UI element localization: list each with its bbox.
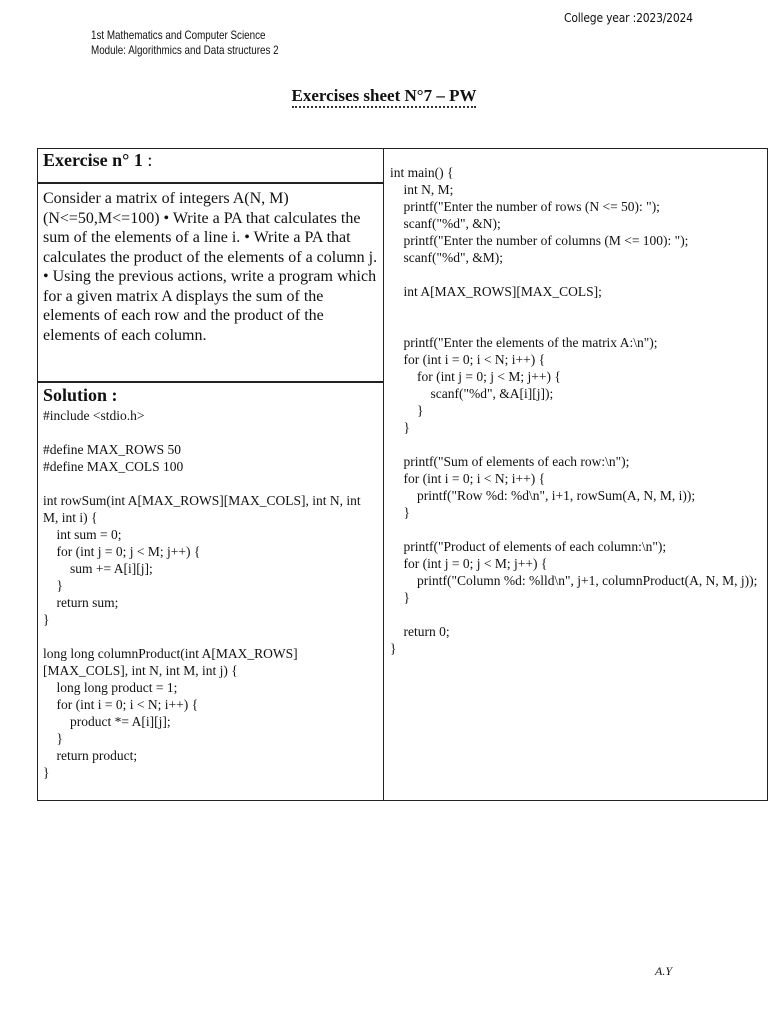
solution-code-functions: #include <stdio.h> #define MAX_ROWS 50 #define MAX_COLS 100 int rowSum(int A[MAX_ROWS][MAX_COLS], int N, int M, int i) { int sum = 0; for (int j = 0; j < M; j++) { sum += A[i][j]; } return sum; } long long columnProduct(int A[MAX_ROWS][MAX_COLS], int N, int M, int j) { long long product = 1; for (int i = 0; i < N; i++) { product *= A[i][j]; } return product; } xyxy=(43,408,361,780)
exercise-statement-p2: • Using the previous actions, write a program which for a given matrix A displays the sum of the elements of each row and the product of the elements of each column. xyxy=(43,268,377,344)
exercise-statement-p1: Consider a matrix of integers A(N, M) (N<=50,M<=100) • Write a PA that calculates the sum of the elements of a line i. • Write a PA that calculates the product of the elements of a column j. xyxy=(43,190,378,266)
solution-code-main: int main() { int N, M; printf("Enter the number of rows (N <= 50): "); scanf("%d", &N); printf("Enter the number of columns (M <= 100): "); scanf("%d", &M); int A[MAX_ROWS][MAX_COLS]; printf("Enter the elements of the matrix A:\n"); for (int i = 0; i < N; i++) { for (int j = 0; j < M; j++) { scanf("%d", &A[i][j]); } } printf("Sum of elements of each row:\n"); for (int i = 0; i < N; i++) { printf("Row %d: %d\n", i+1, rowSum(A, N, M, i)); } printf("Product of elements of each column:\n"); for (int j = 0; j < M; j++) { printf("Column %d: %lld\n", j+1, columnProduct(A, N, M, j)); } return 0; } xyxy=(390,165,758,656)
row-divider-2 xyxy=(37,381,383,383)
row-divider-1 xyxy=(37,182,383,184)
module-name: Module: Algorithmics and Data structures 2 xyxy=(91,43,279,57)
exercise-statement xyxy=(43,189,379,345)
exercise-heading-label: Exercise n° 1 xyxy=(43,150,143,170)
program-name: 1st Mathematics and Computer Science xyxy=(91,28,266,42)
column-divider xyxy=(383,148,384,801)
college-year: College year :2023/2024 xyxy=(564,11,693,25)
solution-heading: Solution : xyxy=(43,385,118,405)
author-signature: A.Y xyxy=(655,964,673,978)
exercise-heading xyxy=(43,150,152,171)
sheet-title-text: Exercises sheet N°7 – PW xyxy=(292,86,477,108)
exercise-heading-colon: : xyxy=(142,150,153,170)
sheet-title xyxy=(0,86,768,106)
